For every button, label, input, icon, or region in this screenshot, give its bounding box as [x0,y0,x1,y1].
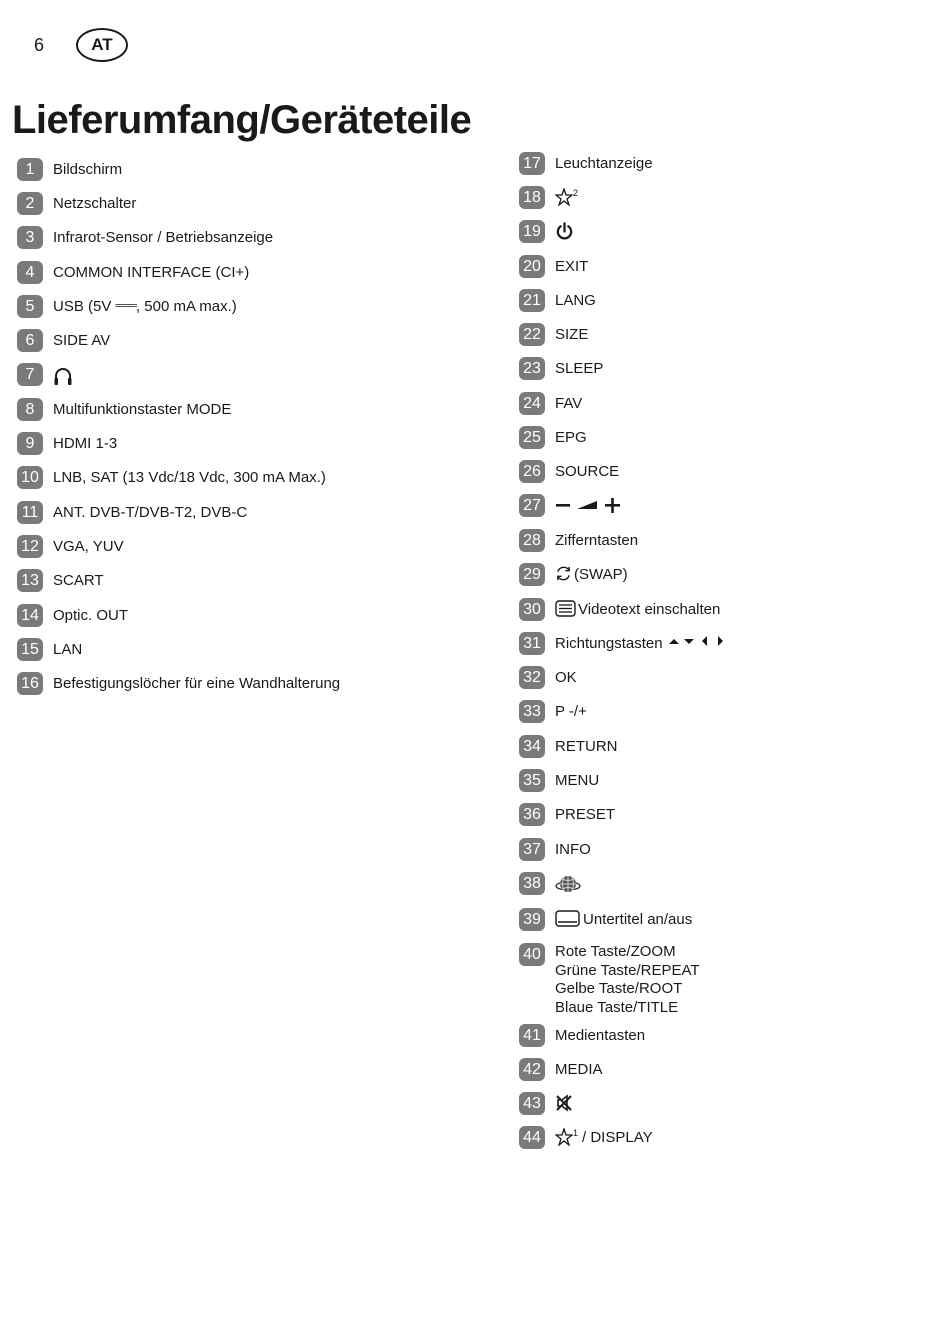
list-item [519,943,700,1017]
list-item [17,674,340,695]
item-label: Infrarot-Sensor / Betriebsanzeige [53,229,274,246]
list-item [519,222,574,243]
item-label: LANG [555,292,596,309]
item-number: 29 [519,563,545,586]
item-label: / DISPLAY [582,1129,653,1146]
list-item [17,640,82,661]
dc-symbol: ═══ [115,300,136,312]
item-number: 38 [519,872,545,895]
list-item [519,531,638,552]
list-item [17,571,104,592]
list-item [519,188,578,209]
item-number: 39 [519,908,545,931]
item-label: Rote Taste/ZOOM Grüne Taste/REPEAT Gelbe Taste/ROOT Blaue Taste/TITLE [555,943,700,1016]
item-label: SOURCE [555,463,620,480]
item-number: 31 [519,632,545,655]
item-number: 15 [17,638,43,661]
list-item [17,400,231,421]
star-subscript: 1 [573,1128,579,1138]
list-item [519,634,727,655]
item-label: P -/+ [555,703,587,720]
list-item [17,297,237,318]
list-item [519,737,618,758]
item-number: 30 [519,598,545,621]
subtitle-icon [555,910,580,927]
item-label: Untertitel an/aus [583,911,693,928]
item-number: 41 [519,1024,545,1047]
list-item [519,325,588,346]
item-label: Leuchtanzeige [555,155,653,172]
item-label: RETURN [555,738,618,755]
item-number: 6 [17,329,43,352]
list-item [519,1060,603,1081]
item-label: LNB, SAT (13 Vdc/18 Vdc, 300 mA Max.) [53,469,326,486]
item-label: MEDIA [555,1061,603,1078]
item-number: 25 [519,426,545,449]
item-label: MENU [555,772,600,789]
item-number: 26 [519,460,545,483]
item-label: LAN [53,641,83,658]
item-label: ANT. DVB-T/DVB-T2, DVB-C [53,504,248,521]
item-number: 34 [519,735,545,758]
list-item [519,462,619,483]
list-item [519,1128,653,1149]
globe-icon [555,874,581,896]
headphones-icon [53,365,73,387]
item-label: FAV [555,395,583,412]
star-subscript: 2 [573,188,579,198]
star-1-icon [555,1128,573,1146]
item-label: SIDE AV [53,332,111,349]
list-item [519,600,720,621]
item-number: 35 [519,769,545,792]
item-label: Multifunktionstaster MODE [53,401,232,418]
direction-arrows-icon [669,634,727,648]
item-number: 11 [17,501,43,524]
item-label: EXIT [555,258,589,275]
list-item [17,194,136,215]
item-number: 9 [17,432,43,455]
country-code-badge: AT [76,28,128,62]
item-number: 40 [519,943,545,966]
list-item [17,468,326,489]
item-number: 37 [519,838,545,861]
item-label: COMMON INTERFACE (CI+) [53,264,250,281]
item-label: Optic. OUT [53,607,129,624]
list-item [519,428,587,449]
item-number: 10 [17,466,43,489]
item-label: Zifferntasten [555,532,639,549]
item-number: 36 [519,803,545,826]
list-item [519,668,577,689]
item-label: OK [555,669,577,686]
item-label: Videotext einschalten [578,601,721,618]
list-item [17,263,249,284]
item-number: 24 [519,392,545,415]
item-label: HDMI 1-3 [53,435,118,452]
teletext-icon [555,600,576,617]
list-item [17,503,247,524]
item-number: 1 [17,158,43,181]
item-number: 16 [17,672,43,695]
list-item [519,805,615,826]
item-label: Richtungstasten [555,635,663,652]
item-number: 21 [519,289,545,312]
star-2-icon [555,188,573,206]
list-item [17,434,117,455]
item-number: 3 [17,226,43,249]
list-item [519,394,582,415]
item-number: 44 [519,1126,545,1149]
page-number: 6 [34,35,45,55]
item-label: Netzschalter [53,195,137,212]
list-item [519,565,628,586]
list-item [17,160,122,181]
item-number: 4 [17,261,43,284]
item-number: 43 [519,1092,545,1115]
list-item [519,359,603,380]
item-number: 23 [519,357,545,380]
item-number: 22 [519,323,545,346]
item-label: Medientasten [555,1027,646,1044]
item-number: 19 [519,220,545,243]
item-label: USB (5V ═══, 500 mA max.) [53,298,237,315]
item-number: 7 [17,363,43,386]
item-number: 14 [17,604,43,627]
list-item [17,331,110,352]
item-number: 17 [519,152,545,175]
volume-icon [555,496,623,514]
item-number: 18 [519,186,545,209]
item-number: 32 [519,666,545,689]
item-label: VGA, YUV [53,538,124,555]
item-number: 5 [17,295,43,318]
mute-icon [555,1094,573,1112]
item-label: SLEEP [555,360,604,377]
item-number: 20 [519,255,545,278]
item-number: 28 [519,529,545,552]
item-number: 13 [17,569,43,592]
list-item [17,606,128,627]
list-item [519,1094,573,1115]
item-label: PRESET [555,806,616,823]
list-item [17,228,273,249]
item-label: Bildschirm [53,161,123,178]
list-item [519,1026,645,1047]
list-item [519,910,692,931]
power-icon [555,222,574,241]
item-number: 2 [17,192,43,215]
swap-icon [555,565,572,582]
item-label: SCART [53,572,104,589]
list-item [519,874,581,896]
item-number: 27 [519,494,545,517]
list-item [519,702,587,723]
list-item [519,496,623,517]
list-item [17,537,124,558]
item-label: EPG [555,429,587,446]
list-item [519,771,599,792]
item-number: 8 [17,398,43,421]
item-label: Befestigungslöcher für eine Wandhalterung [53,675,341,692]
page-title: Lieferumfang/Geräteteile [12,98,472,142]
item-label: (SWAP) [574,566,628,583]
item-label: INFO [555,841,591,858]
list-item [519,291,596,312]
list-item [519,840,591,861]
list-item [519,154,653,175]
item-number: 42 [519,1058,545,1081]
list-item [519,257,588,278]
item-label: SIZE [555,326,589,343]
item-number: 33 [519,700,545,723]
item-number: 12 [17,535,43,558]
list-item [17,365,73,387]
